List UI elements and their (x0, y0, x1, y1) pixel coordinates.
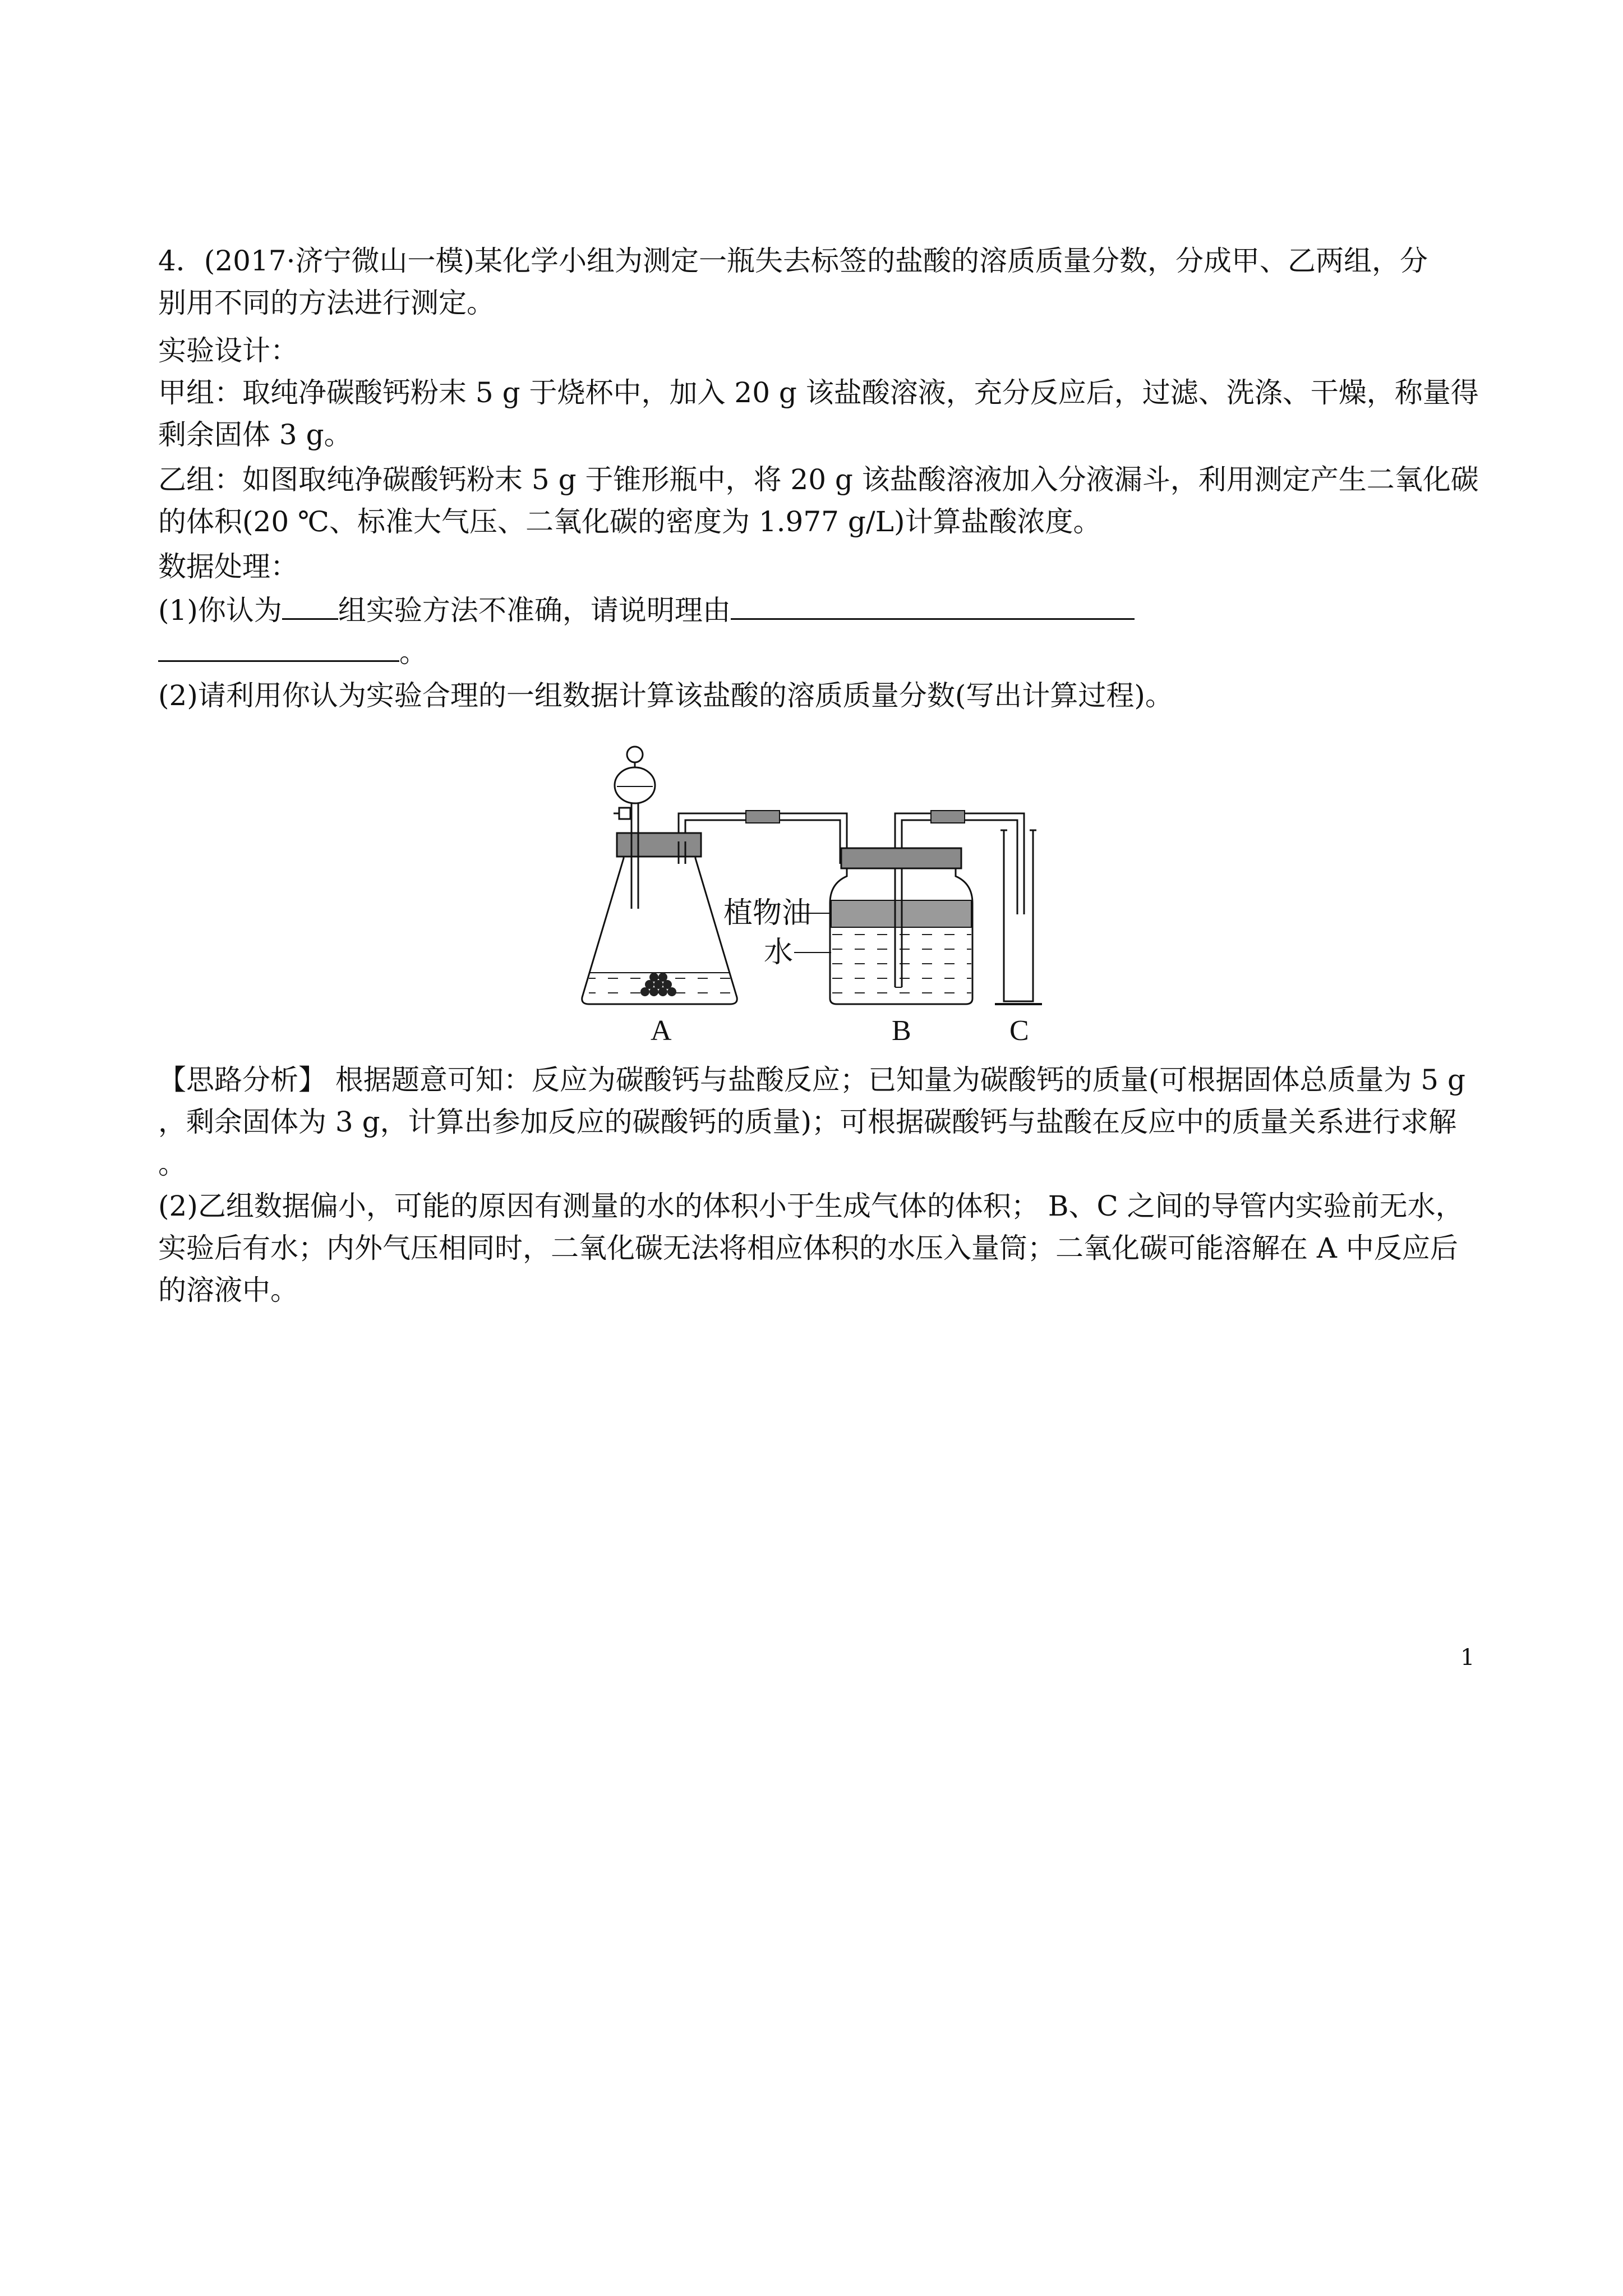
question-line-1: 4．(2017·济宁微山一模)某化学小组为测定一瓶失去标签的盐酸的溶质质量分数，分成甲、乙两组，分 (158, 245, 1428, 277)
rubber-connector-bc (931, 811, 965, 823)
analysis-line-4: (2)乙组数据偏小，可能的原因有测量的水的体积小于生成气体的体积； B、C 之间的导管内实验前无水， (158, 1190, 1464, 1222)
question-1-part-1: (1)你认为 (158, 594, 282, 627)
jia-group-line-2: 剩余固体 3 g。 (158, 418, 352, 451)
analysis-line-2: ，剩余固体为 3 g，计算出参加反应的碳酸钙的质量)；可根据碳酸钙与盐酸在反应中的质量关系进行求解 (158, 1106, 1457, 1138)
water-label: 水 (764, 936, 794, 969)
apparatus-figure (561, 724, 1099, 1060)
separating-funnel (614, 747, 655, 909)
apparatus-diagram (561, 724, 1099, 1060)
conical-flask-a (582, 833, 737, 1004)
graduated-cylinder-c (995, 830, 1042, 1004)
analysis-line-3: 。 (158, 1148, 186, 1180)
flask-a-stopper (617, 833, 701, 857)
gas-bottle-b (830, 848, 972, 1004)
label-c: C (1009, 1015, 1029, 1047)
question-1 (158, 589, 1135, 630)
data-heading: 数据处理： (158, 550, 298, 583)
question-1-part-2: 组实验方法不准确，请说明理由 (338, 594, 731, 627)
stopcock-icon[interactable] (619, 808, 630, 819)
label-a: A (651, 1015, 672, 1047)
answer-blank-group[interactable] (282, 589, 338, 620)
label-b: B (892, 1015, 911, 1047)
bottle-b-stopper (841, 848, 961, 868)
jia-group-line-1: 甲组：取纯净碳酸钙粉末 5 g 于烧杯中，加入 20 g 该盐酸溶液，充分反应后，过滤、洗涤、干燥，称量得 (158, 376, 1479, 409)
design-heading: 实验设计： (158, 334, 298, 367)
analysis-line-5: 实验后有水；内外气压相同时，二氧化碳无法将相应体积的水压入量筒；二氧化碳可能溶解在 A 中反应后 (158, 1232, 1458, 1264)
analysis-line-1: 【思路分析】 根据题意可知：反应为碳酸钙与盐酸反应；已知量为碳酸钙的质量(可根据固体总质量为 5 g (158, 1064, 1466, 1096)
question-2: (2)请利用你认为实验合理的一组数据计算该盐酸的溶质质量分数(写出计算过程)。 (158, 679, 1173, 712)
rubber-connector-ab (746, 811, 780, 823)
answer-blank-reason[interactable] (731, 589, 1135, 620)
question-1-continuation (158, 631, 427, 672)
answer-blank-reason-continued[interactable] (158, 631, 399, 662)
question-1-end: 。 (399, 636, 427, 669)
yi-group-line-2: 的体积(20 ℃、标准大气压、二氧化碳的密度为 1.977 g/L)计算盐酸浓度。 (158, 505, 1101, 538)
question-line-2: 别用不同的方法进行测定。 (158, 287, 495, 319)
delivery-tube-a-b (679, 811, 847, 864)
page-number: 1 (1460, 1645, 1475, 1671)
vegetable-oil-label: 植物油 (723, 896, 811, 930)
analysis-line-6: 的溶液中。 (158, 1274, 298, 1306)
yi-group-line-1: 乙组：如图取纯净碳酸钙粉末 5 g 于锥形瓶中，将 20 g 该盐酸溶液加入分液漏斗，利用测定产生二氧化碳 (158, 463, 1479, 496)
